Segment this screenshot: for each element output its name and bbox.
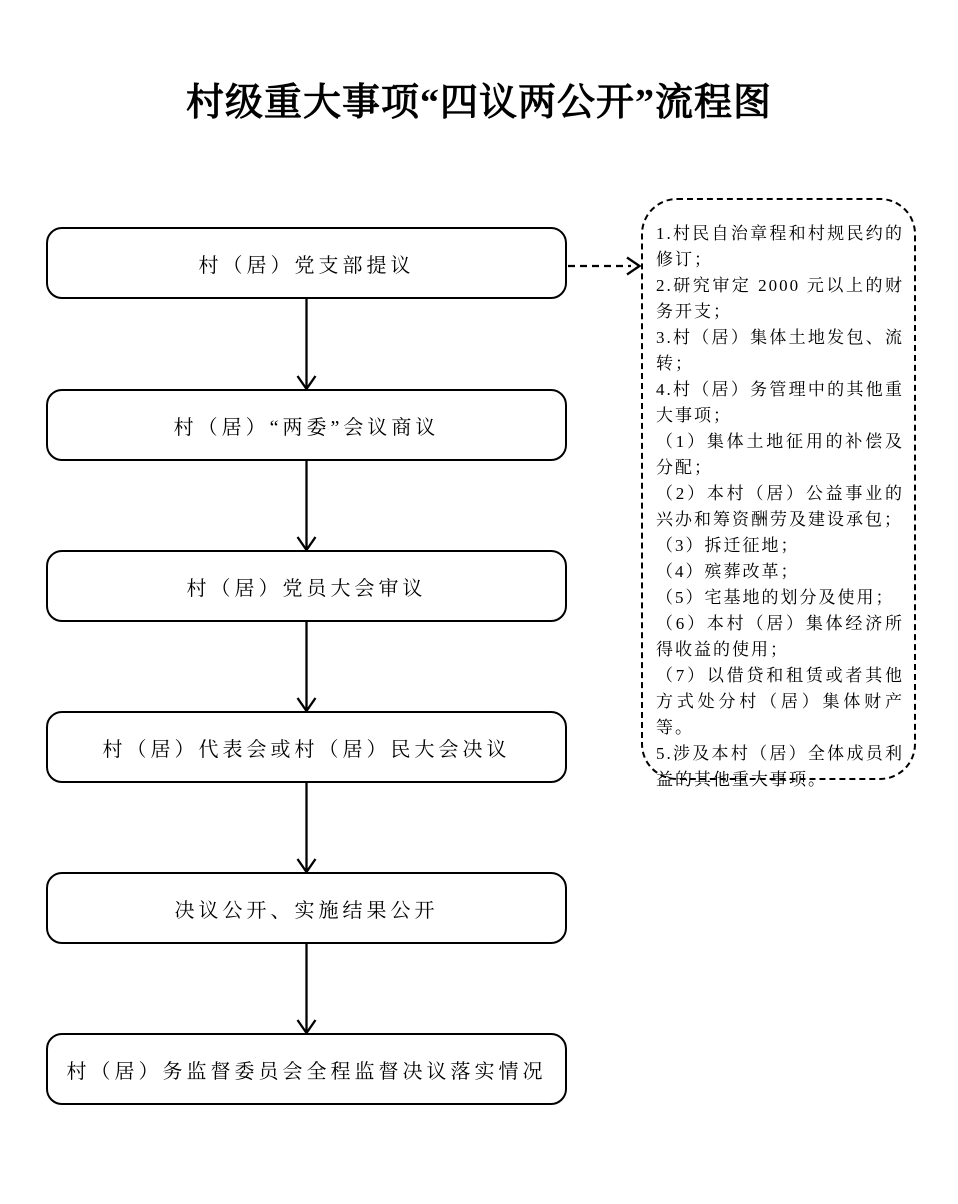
arrow-down-icon-1 [298,299,316,389]
flow-step-label: 村（居）党支部提议 [198,254,415,277]
note-item: （7）以借贷和租赁或者其他方式处分村（居）集体财产等。 [656,666,904,737]
note-item: （3）拆迁征地； [656,536,800,555]
flow-step-label: 村（居）代表会或村（居）民大会决议 [102,738,511,761]
flow-step-two-committees-discussion [46,389,567,461]
flow-step-supervision-committee [46,1033,567,1105]
arrow-down-icon-2 [298,461,316,550]
note-item: （6）本村（居）集体经济所得收益的使用； [656,614,904,659]
page-title: 村级重大事项“四议两公开”流程图 [185,82,772,124]
note-item: （4）殡葬改革； [656,562,800,581]
note-item: 3.村（居）集体土地发包、流转； [656,328,904,373]
flow-step-label: 决议公开、实施结果公开 [174,899,439,922]
note-item: （1）集体土地征用的补偿及分配； [656,432,904,477]
note-item: （2）本村（居）公益事业的兴办和筹资酬劳及建设承包； [656,484,904,529]
flow-step-label: 村（居）党员大会审议 [186,577,427,600]
flow-step-representatives-resolution [46,711,567,783]
dashed-arrow-right-icon [568,258,640,275]
note-item: 1.村民自治章程和村规民约的修订； [656,224,904,269]
flow-step-party-branch-proposal [46,227,567,299]
arrow-down-icon-3 [298,622,316,711]
note-item: 4.村（居）务管理中的其他重大事项； [656,380,904,425]
major-matters-notes-box [641,198,916,789]
arrow-down-icon-5 [298,944,316,1033]
arrow-down-icon-4 [298,783,316,872]
flow-step-party-members-review [46,550,567,622]
note-item: 5.涉及本村（居）全体成员利益的其他重大事项。 [656,744,904,789]
flow-step-label: 村（居）务监督委员会全程监督决议落实情况 [66,1060,547,1083]
note-item: 2.研究审定 2000 元以上的财务开支； [656,276,904,321]
note-item: （5）宅基地的划分及使用； [656,588,895,607]
flow-step-label: 村（居）“两委”会议商议 [173,416,440,439]
flow-step-disclosure [46,872,567,944]
